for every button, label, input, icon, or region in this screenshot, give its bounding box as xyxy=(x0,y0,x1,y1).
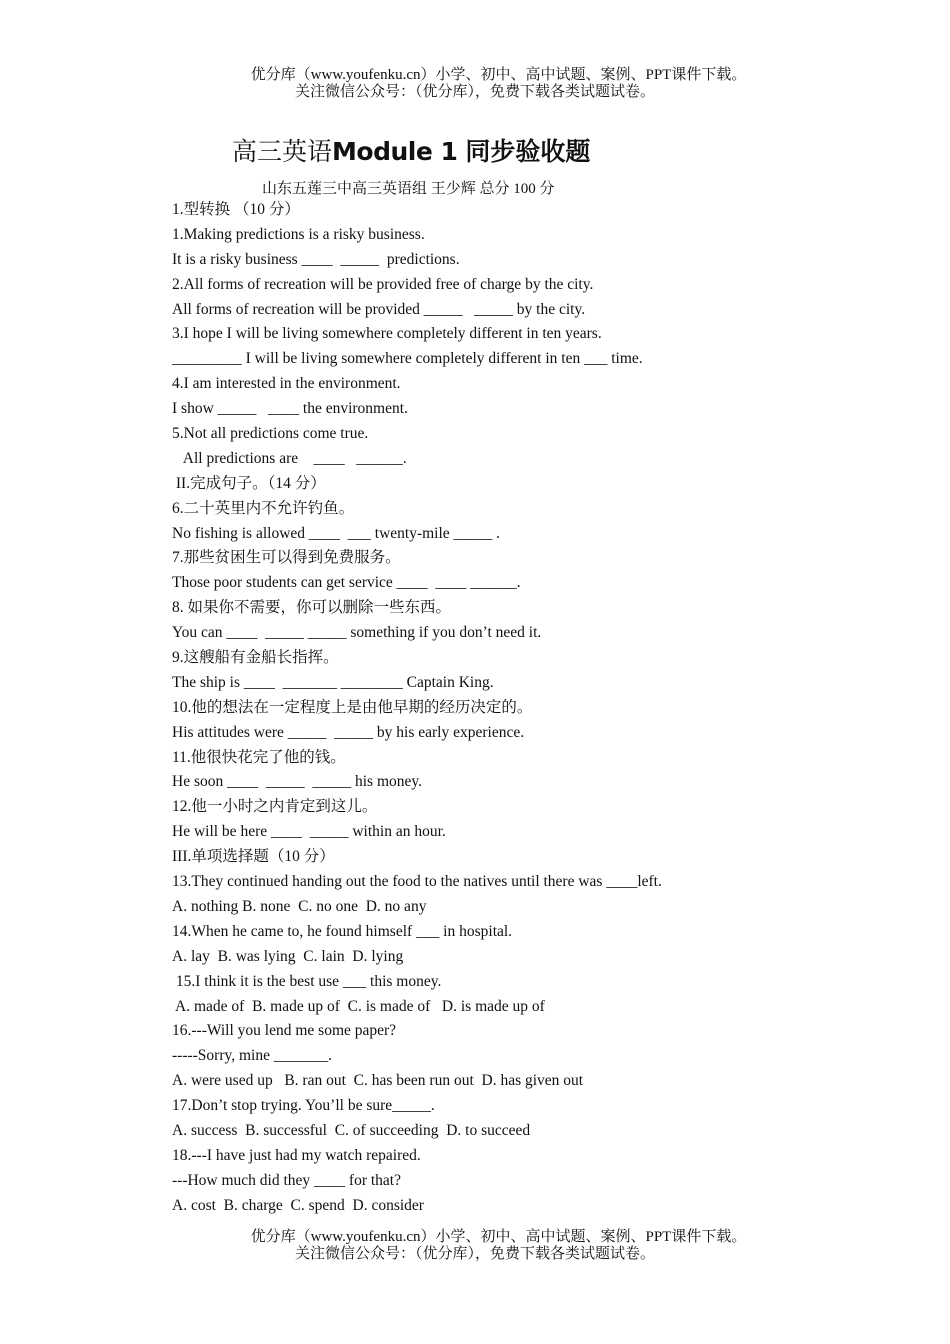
exam-content xyxy=(172,198,872,1219)
header-line-2: 关注微信公众号：（优分库），免费下载各类试题试卷。 xyxy=(294,84,655,100)
title-suffix: 同步验收题 xyxy=(465,137,591,166)
answer-line: His attitudes were _____ _____ by his early experience. xyxy=(172,723,525,741)
header-line-1: 优分库（www.youfenku.cn）小学、初中、高中试题、案例、PPT课件下载。 xyxy=(250,67,747,83)
options-line: A. made of B. made up of C. is made of D. is made up of xyxy=(172,997,545,1015)
section-heading: III.单项选择题（10 分） xyxy=(172,848,335,866)
question-line: 12.他一小时之内肯定到这儿。 xyxy=(172,798,378,816)
title-module: Module 1 xyxy=(332,137,458,166)
question-line: 11.他很快花完了他的钱。 xyxy=(172,748,346,766)
options-line: A. lay B. was lying C. lain D. lying xyxy=(172,947,404,965)
question-line: 9.这艘船有金船长指挥。 xyxy=(172,649,339,667)
options-line: A. were used up B. ran out C. has been run out D. has given out xyxy=(172,1072,584,1090)
answer-line: It is a risky business ____ _____ predictions. xyxy=(172,250,460,268)
question-line: 16.---Will you lend me some paper? xyxy=(172,1022,397,1040)
question-line: 3.I hope I will be living somewhere completely different in ten years. xyxy=(172,325,602,343)
question-line: 7.那些贫困生可以得到免费服务。 xyxy=(172,549,401,567)
answer-line: The ship is ____ _______ ________ Captain King. xyxy=(172,673,494,691)
page-footer xyxy=(0,1229,950,1263)
section-heading: II.完成句子。（14 分） xyxy=(172,474,326,492)
question-line: 13.They continued handing out the food to the natives until there was ____left. xyxy=(172,873,662,891)
options-line: A. success B. successful C. of succeeding D. to succeed xyxy=(172,1121,531,1139)
question-line: ---How much did they ____ for that? xyxy=(172,1171,401,1189)
title-prefix: 高三英语 xyxy=(232,137,333,166)
question-line: 6.二十英里内不允许钓鱼。 xyxy=(172,499,355,517)
answer-line: Those poor students can get service ____ ____ ______. xyxy=(172,574,521,592)
answer-line: He will be here ____ _____ within an hour. xyxy=(172,823,446,841)
document-title xyxy=(232,132,590,168)
question-line: 5.Not all predictions come true. xyxy=(172,425,369,443)
answer-line: All predictions are ____ ______. xyxy=(172,449,407,467)
page-header xyxy=(0,67,950,101)
section-heading: 1.型转换 （10 分） xyxy=(172,201,300,218)
question-line: 15.I think it is the best use ___ this money. xyxy=(172,972,442,990)
answer-line: He soon ____ _____ _____ his money. xyxy=(172,773,422,791)
question-line: 14.When he came to, he found himself ___ in hospital. xyxy=(172,922,513,940)
question-line: -----Sorry, mine _______. xyxy=(172,1047,332,1065)
answer-line: _________ I will be living somewhere completely different in ten ___ time. xyxy=(172,350,643,368)
answer-line: You can ____ _____ _____ something if you don’t need it. xyxy=(172,624,542,642)
question-line: 4.I am interested in the environment. xyxy=(172,375,401,393)
question-line: 18.---I have just had my watch repaired. xyxy=(172,1146,421,1164)
question-line: 2.All forms of recreation will be provided free of charge by the city. xyxy=(172,275,594,293)
question-line: 1.Making predictions is a risky business. xyxy=(172,225,425,243)
options-line: A. cost B. charge C. spend D. consider xyxy=(172,1196,424,1214)
answer-line: I show _____ ____ the environment. xyxy=(172,400,408,418)
question-line: 17.Don’t stop trying. You’ll be sure_____. xyxy=(172,1097,435,1115)
answer-line: All forms of recreation will be provided _____ _____ by the city. xyxy=(172,300,586,318)
question-line: 8. 如果你不需要，你可以删除一些东西。 xyxy=(172,599,452,617)
answer-line: No fishing is allowed ____ ___ twenty-mile _____ . xyxy=(172,524,501,542)
footer-line-2: 关注微信公众号：（优分库），免费下载各类试题试卷。 xyxy=(294,1246,655,1262)
footer-line-1: 优分库（www.youfenku.cn）小学、初中、高中试题、案例、PPT课件下载。 xyxy=(250,1229,747,1245)
options-line: A. nothing B. none C. no one D. no any xyxy=(172,897,427,915)
question-line: 10.他的想法在一定程度上是由他早期的经历决定的。 xyxy=(172,698,533,716)
document-subtitle: 山东五莲三中高三英语组 王少辉 总分 100 分 xyxy=(262,181,555,197)
